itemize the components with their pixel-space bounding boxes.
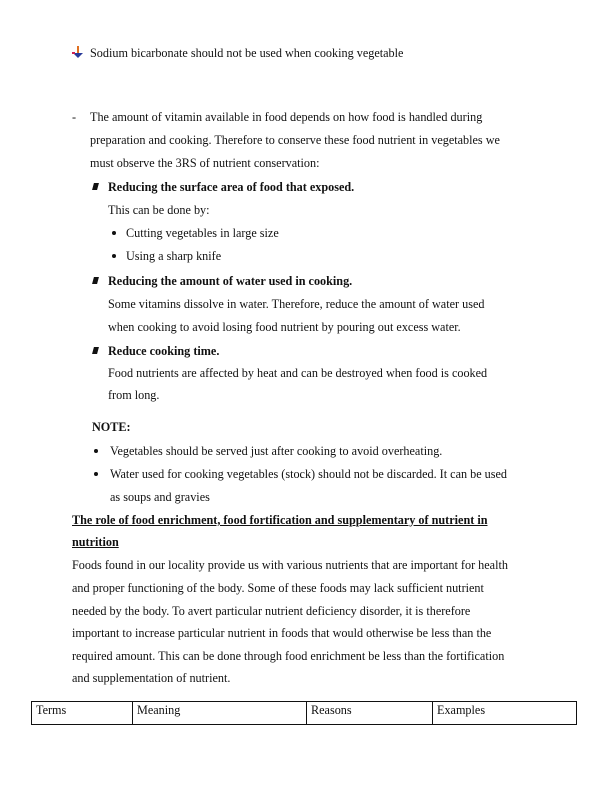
bullet-dot-icon <box>112 254 116 258</box>
paragraph-line: and supplementation of nutrient. <box>72 671 231 685</box>
note-item: as soups and gravies <box>110 490 210 504</box>
square-bullet-icon <box>92 347 99 354</box>
table-header-cell: Examples <box>433 702 577 725</box>
top-bullet-text: Sodium bicarbonate should not be used when cooking vegetable <box>90 46 404 60</box>
rs-heading: Reducing the surface area of food that exposed. <box>108 180 355 194</box>
paragraph-line: important to increase particular nutrient in foods that would otherwise be less than the <box>72 626 492 640</box>
arrow-bullet-icon <box>72 46 84 59</box>
table-header-cell: Meaning <box>133 702 307 725</box>
bullet-dot-icon <box>94 472 98 476</box>
note-item: Water used for cooking vegetables (stock) should not be discarded. It can be used <box>110 467 508 481</box>
rs-text: Food nutrients are affected by heat and can be destroyed when food is cooked <box>108 366 488 380</box>
bullet-dot-icon <box>94 449 98 453</box>
intro-line: The amount of vitamin available in food depends on how food is handled during <box>90 110 483 124</box>
section-title: nutrition <box>72 535 119 549</box>
rs-bullet: Using a sharp knife <box>126 249 222 263</box>
terms-table <box>31 701 577 725</box>
note-item: Vegetables should be served just after cooking to avoid overheating. <box>110 444 443 458</box>
square-bullet-icon <box>92 277 99 284</box>
paragraph-line: required amount. This can be done through food enrichment be less than the fortification <box>72 649 505 663</box>
rs-text: This can be done by: <box>108 203 210 217</box>
paragraph-line: Foods found in our locality provide us with various nutrients that are important for health <box>72 558 508 572</box>
bullet-dot-icon <box>112 231 116 235</box>
note-title: NOTE: <box>92 420 131 434</box>
intro-line: preparation and cooking. Therefore to conserve these food nutrient in vegetables we <box>90 133 500 147</box>
table-header-cell: Reasons <box>307 702 433 725</box>
rs-bullet: Cutting vegetables in large size <box>126 226 279 240</box>
table-header-row <box>32 702 577 725</box>
dash-marker: - <box>72 110 77 124</box>
rs-text: when cooking to avoid losing food nutrient by pouring out excess water. <box>108 320 461 334</box>
intro-line: must observe the 3RS of nutrient conservation: <box>90 156 320 170</box>
rs-text: from long. <box>108 388 160 402</box>
paragraph-line: and proper functioning of the body. Some of these foods may lack sufficient nutrient <box>72 581 484 595</box>
table-header-cell: Terms <box>32 702 133 725</box>
rs-heading: Reduce cooking time. <box>108 344 220 358</box>
rs-heading: Reducing the amount of water used in cooking. <box>108 274 353 288</box>
square-bullet-icon <box>92 183 99 190</box>
rs-text: Some vitamins dissolve in water. Therefore, reduce the amount of water used <box>108 297 485 311</box>
paragraph-line: needed by the body. To avert particular nutrient deficiency disorder, it is therefore <box>72 604 471 618</box>
section-title: The role of food enrichment, food fortification and supplementary of nutrient in <box>72 513 488 527</box>
